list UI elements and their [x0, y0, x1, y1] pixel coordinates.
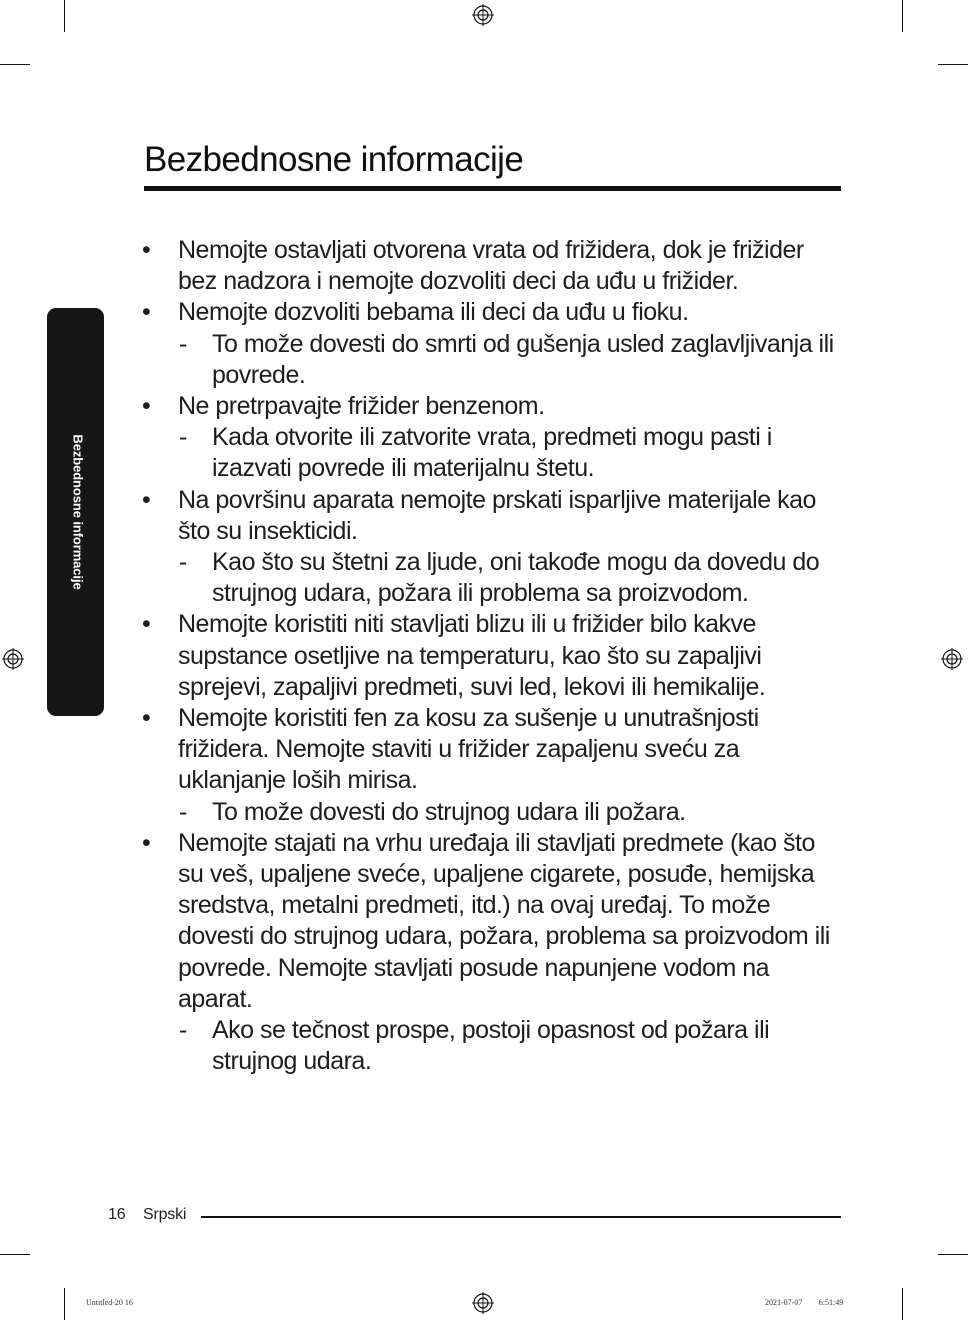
- sub-item: - Kada otvorite ili zatvorite vrata, predmeti mogu pasti i izazvati povrede ili materijalnu štetu.: [142, 422, 842, 484]
- bullet-item: • Nemojte stajati na vrhu uređaja ili stavljati predmete (kao što su veš, upaljene sveće, upaljene cigarete, posuđe, hemijska sredstva, metalni predmeti, itd.) na ovaj uređaj. To može dovesti do strujnog udara, požara, problema sa proizvodom ili povrede. Nemojte stavljati posude napunjene vodom na aparat.: [142, 828, 842, 1015]
- registration-mark-icon: [2, 648, 24, 670]
- crop-mark: [0, 64, 30, 65]
- crop-mark: [64, 0, 65, 32]
- bullet-item: • Na površinu aparata nemojte prskati isparljive materijale kao što su insekticidi.: [142, 485, 842, 547]
- crop-mark: [902, 0, 903, 32]
- footer-language: Srpski: [143, 1206, 187, 1223]
- print-timestamp: 2021-07-07 ￿￿ 6:51:49: [765, 1298, 844, 1307]
- sub-item: - To može dovesti do strujnog udara ili požara.: [142, 797, 842, 828]
- page-number: 16: [108, 1206, 126, 1223]
- registration-mark-icon: [472, 1292, 494, 1314]
- crop-mark: [0, 1254, 30, 1255]
- page-title: Bezbednosne informacije: [144, 140, 524, 179]
- side-tab: [47, 308, 104, 716]
- crop-mark: [938, 64, 968, 65]
- title-rule: [144, 186, 841, 191]
- bullet-item: • Nemojte koristiti fen za kosu za sušenje u unutrašnjosti frižidera. Nemojte staviti u frižider zapaljenu sveću za uklanjanje loših mirisa.: [142, 703, 842, 797]
- bullet-item: • Nemojte ostavljati otvorena vrata od frižidera, dok je frižider bez nadzora i nemojte dozvoliti deci da uđu u frižider.: [142, 235, 842, 297]
- bullet-item: • Ne pretrpavajte frižider benzenom.: [142, 391, 842, 422]
- bullet-item: • Nemojte koristiti niti stavljati blizu ili u frižider bilo kakve supstance osetljive na temperaturu, kao što su zapaljivi sprejevi, zapaljivi predmeti, suvi led, lekovi ili hemikalije.: [142, 609, 842, 703]
- crop-mark: [64, 1288, 65, 1320]
- footer-rule: [201, 1216, 841, 1218]
- sub-item: - Kao što su štetni za ljude, oni takođe mogu da dovedu do strujnog udara, požara ili problema sa proizvodom.: [142, 547, 842, 609]
- safety-list: [142, 235, 842, 1077]
- registration-mark-icon: [941, 648, 963, 670]
- registration-mark-icon: [472, 4, 494, 26]
- crop-mark: [902, 1288, 903, 1320]
- print-file-label: Untitled-20 16: [86, 1298, 133, 1307]
- bullet-item: • Nemojte dozvoliti bebama ili deci da uđu u fioku.: [142, 297, 842, 328]
- sub-item: - Ako se tečnost prospe, postoji opasnost od požara ili strujnog udara.: [142, 1015, 842, 1077]
- sub-item: - To može dovesti do smrti od gušenja usled zaglavljivanja ili povrede.: [142, 329, 842, 391]
- crop-mark: [938, 1254, 968, 1255]
- side-tab-label: Bezbednosne informacije: [70, 434, 86, 590]
